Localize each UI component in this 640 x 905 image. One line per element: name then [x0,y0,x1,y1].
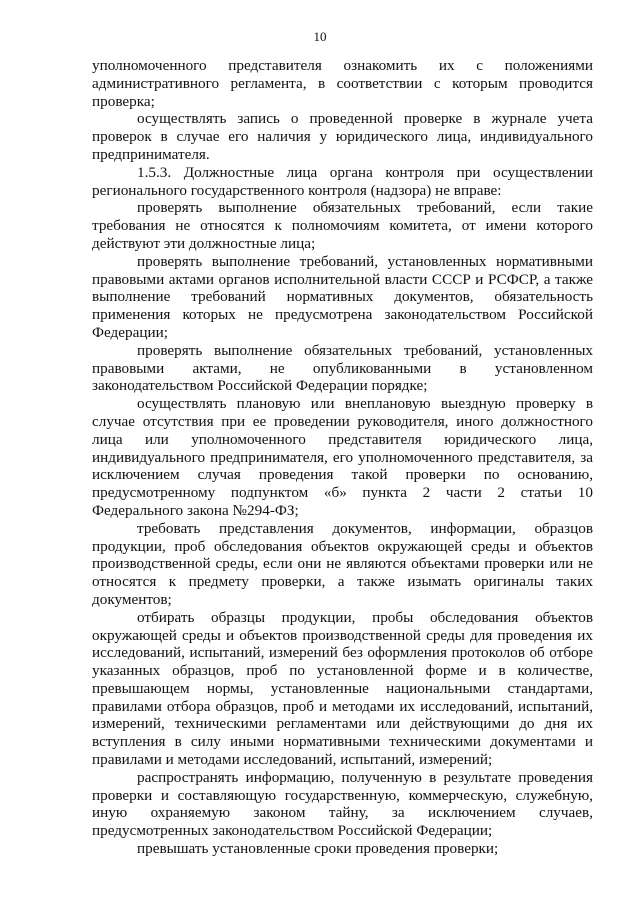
document-body [92,57,593,858]
paragraph-demand-documents: требовать представления документов, информации, образцов продукции, проб обследования объектов окружающей среды и объектов производственной среды, если они не являются объектами проверки или не относятся к предмету проверки, а также изымать оригиналы таких документов; [92,519,593,608]
paragraph-ussr-acts: проверять выполнение требований, установленных нормативными правовыми актами органов исполнительной власти СССР и РСФСР, а также выполнение требований нормативных документов, обязательность применения которых не предусмотрена законодательством Российской Федерации; [92,252,593,341]
paragraph-continued: уполномоченного представителя ознакомить их с положениями административного регламента, в соответствии с которым проводится проверка; [92,57,593,110]
paragraph-sampling: отбирать образцы продукции, пробы обследования объектов окружающей среды и объектов производственной среды для проведения их исследований, испытаний, измерений без оформления протоколов об отборе указанных образцов, проб по установленной форме и в количестве, превышающем нормы, установленные национальными стандартами, правилами отбора образцов, проб и методами их исследований, испытаний, измерений, техническими регламентами или действующими до дня их вступления в силу иными нормативными техническими документами и правилами и методами исследований, испытаний, измерений; [92,608,593,769]
paragraph-journal-entry: осуществлять запись о проведенной проверке в журнале учета проверок в случае его наличия у юридического лица, индивидуального предпринимателя. [92,110,593,163]
paragraph-absence-inspection: осуществлять плановую или внеплановую выездную проверку в случае отсутствия при ее проведении руководителя, иного должностного лица или уполномоченного представителя юридического лица, индивидуального предпринимателя, его уполномоченного представителя, за исключением случая проведения такой проверки по основанию, предусмотренному подпунктом «б» пункта 2 части 2 статьи 10 Федерального закона №294-ФЗ; [92,395,593,519]
paragraph-unpublished-acts: проверять выполнение обязательных требований, установленных правовыми актами, не опубликованными в установленном законодательством Российской Федерации порядке; [92,341,593,395]
paragraph-requirements-authority: проверять выполнение обязательных требований, если такие требования не относятся к полномочиям комитета, от имени которого действуют эти должностные лица; [92,199,593,252]
paragraph-disclosure: распространять информацию, полученную в результате проведения проверки и составляющую государственную, коммерческую, служебную, иную охраняемую законом тайну, за исключением случаев, предусмотренных законодательством Российской Федерации; [92,768,593,840]
paragraph-section-1-5-3: 1.5.3. Должностные лица органа контроля при осуществлении регионального государственного контроля (надзора) не вправе: [92,163,593,199]
page-number: 10 [313,29,327,44]
paragraph-deadlines: превышать установленные сроки проведения проверки; [137,840,499,858]
